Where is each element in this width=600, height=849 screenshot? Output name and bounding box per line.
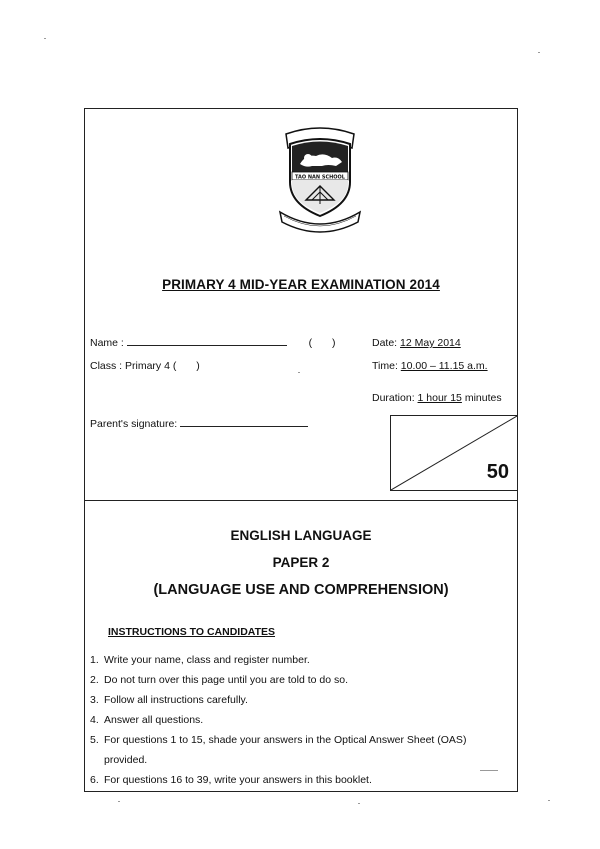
scan-speck: [298, 372, 300, 373]
score-box[interactable]: [390, 415, 518, 491]
name-label: Name :: [90, 337, 124, 349]
scan-speck: [44, 38, 46, 39]
scan-speck: [548, 800, 550, 801]
paper-number: PAPER 2: [272, 555, 330, 570]
instruction-item: 6. For questions 16 to 39, write your answers in this booklet.: [90, 774, 372, 786]
section-divider: [84, 500, 518, 501]
scan-speck: [480, 770, 498, 771]
parent-signature-field: [90, 418, 308, 430]
instructions-heading: INSTRUCTIONS TO CANDIDATES: [108, 626, 276, 638]
time-field: [372, 360, 488, 372]
duration-value: 1 hour 15: [417, 392, 462, 404]
duration-field: [372, 392, 502, 404]
exam-title: PRIMARY 4 MID-YEAR EXAMINATION 2014: [162, 277, 440, 292]
scan-speck: [358, 803, 360, 804]
name-blank[interactable]: [127, 345, 287, 346]
subject-title: ENGLISH LANGUAGE: [230, 528, 372, 543]
class-field: [90, 360, 200, 372]
parent-signature-blank[interactable]: [180, 426, 308, 427]
scan-speck: [118, 801, 120, 802]
register-paren-open: (: [308, 337, 313, 349]
paper-description: (LANGUAGE USE AND COMPREHENSION): [153, 582, 449, 598]
instruction-item: 4. Answer all questions.: [90, 714, 204, 726]
school-crest-logo: [272, 120, 368, 236]
class-paren-close: ): [196, 360, 200, 372]
score-total: 50: [486, 461, 509, 483]
name-field: [90, 337, 335, 349]
class-label: Class : Primary 4 (: [90, 360, 177, 372]
instructions-list: [90, 650, 530, 790]
parent-signature-label: Parent's signature:: [90, 418, 178, 430]
date-value: 12 May 2014: [400, 337, 461, 349]
register-paren-close: ): [331, 337, 336, 349]
time-value: 10.00 – 11.15 a.m.: [400, 360, 488, 372]
instruction-item: 5. For questions 1 to 15, shade your answers in the Optical Answer Sheet (OAS): [90, 734, 467, 746]
time-label: Time:: [372, 360, 398, 372]
duration-label: Duration:: [372, 392, 415, 404]
instruction-item: 1. Write your name, class and register number.: [90, 654, 310, 666]
date-field: [372, 337, 461, 349]
svg-text:TAO NAN SCHOOL: TAO NAN SCHOOL: [294, 174, 346, 181]
instruction-item-continuation: provided.: [104, 754, 148, 766]
date-label: Date:: [372, 337, 398, 349]
instruction-item: 3. Follow all instructions carefully.: [90, 694, 248, 706]
scan-speck: [538, 52, 540, 53]
instruction-item: 2. Do not turn over this page until you are told to do so.: [90, 674, 348, 686]
duration-unit: minutes: [464, 392, 502, 404]
